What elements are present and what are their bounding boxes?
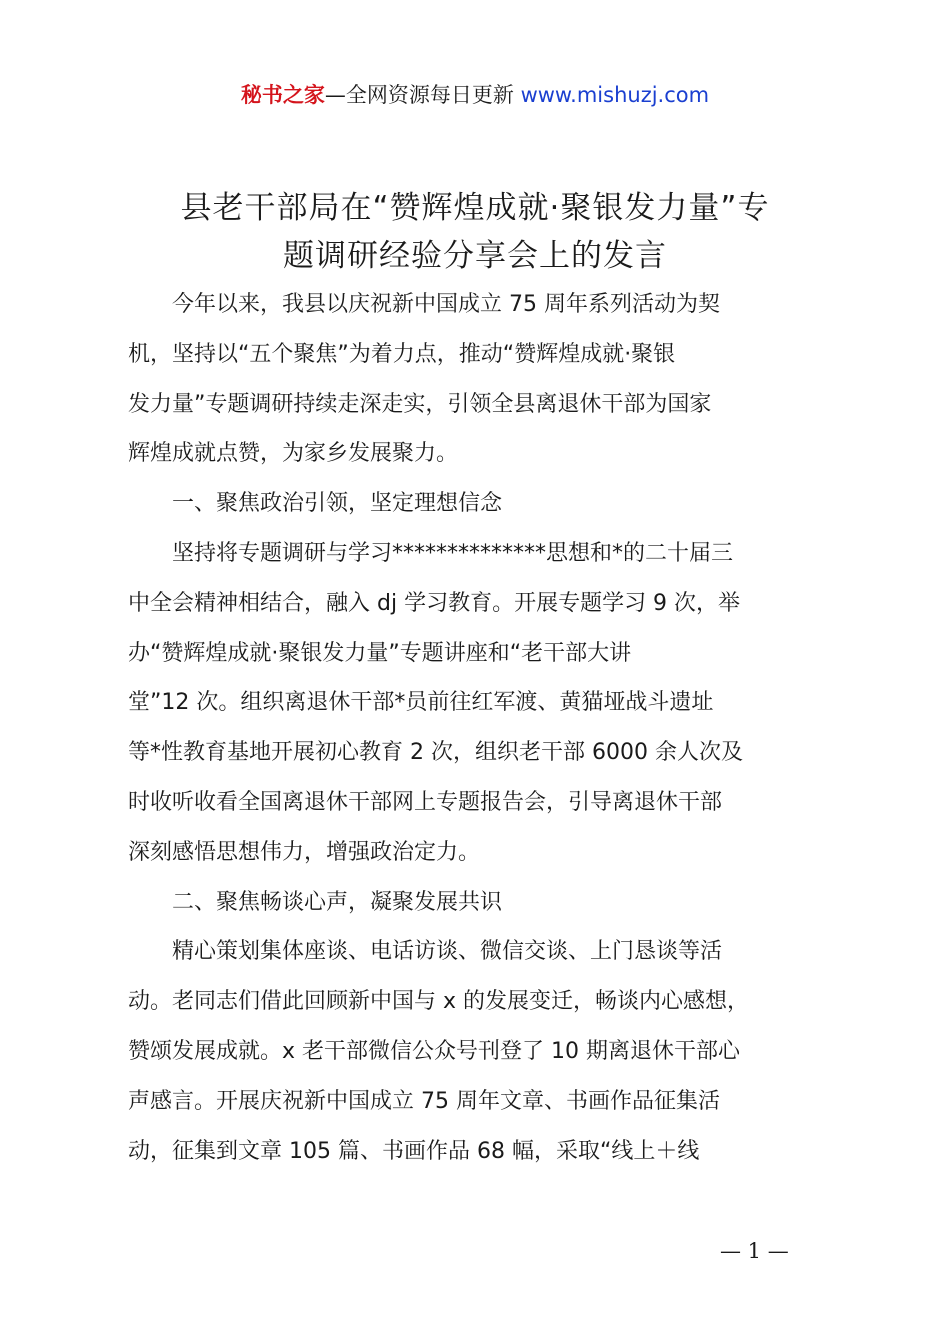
site-url[interactable]: www.mishuzj.com [520, 83, 710, 107]
body-line: 动，征集到文章 105 篇、书画作品 68 幅，采取“线上＋线 [128, 1138, 700, 1164]
body-line: 等*性教育基地开展初心教育 2 次，组织老干部 6000 余人次及 [128, 740, 743, 766]
body-line: 动。老同志们借此回顾新中国与 x 的发展变迁，畅谈内心感想， [128, 989, 750, 1015]
page-number: — 1 — [720, 1239, 789, 1263]
brand-name: 秘书之家 [240, 83, 325, 107]
body-line: 办“赞辉煌成就·聚银发力量”专题讲座和“老干部大讲 [128, 640, 632, 666]
body-line: 时收听收看全国离退休干部网上专题报告会，引导离退休干部 [128, 789, 723, 815]
body-line: 发力量”专题调研持续走深走实，引领全县离退休干部为国家 [128, 391, 712, 417]
document-title [100, 184, 850, 280]
header-tagline: —全网资源每日更新 [324, 83, 521, 107]
title-line: 县老干部局在“赞辉煌成就·聚银发力量”专 [180, 190, 770, 226]
document-body [128, 280, 836, 1176]
body-line: 深刻感悟思想伟力，增强政治定力。 [128, 839, 481, 865]
body-line: 中全会精神相结合，融入 dj 学习教育。开展专题学习 9 次，举 [128, 590, 741, 616]
title-line: 题调研经验分享会上的发言 [283, 238, 667, 274]
body-line: 声感言。开展庆祝新中国成立 75 周年文章、书画作品征集活 [128, 1088, 720, 1114]
site-header [0, 80, 950, 110]
body-line: 今年以来，我县以庆祝新中国成立 75 周年系列活动为契 [128, 292, 720, 317]
body-line: 辉煌成就点赞，为家乡发展聚力。 [128, 441, 459, 467]
body-line: 坚持将专题调研与学习**************思想和*的二十届三 [128, 540, 734, 566]
section-heading: 二、聚焦畅谈心声，凝聚发展共识 [128, 889, 503, 915]
section-heading: 一、聚焦政治引领，坚定理想信念 [128, 491, 503, 517]
body-line: 精心策划集体座谈、电话访谈、微信交谈、上门恳谈等活 [128, 939, 723, 965]
body-line: 赞颂发展成就。x 老干部微信公众号刊登了 10 期离退休干部心 [128, 1038, 740, 1064]
body-line: 堂”12 次。组织离退休干部*员前往红军渡、黄猫垭战斗遗址 [128, 690, 714, 716]
body-line: 机，坚持以“五个聚焦”为着力点，推动“赞辉煌成就·聚银 [128, 341, 676, 367]
